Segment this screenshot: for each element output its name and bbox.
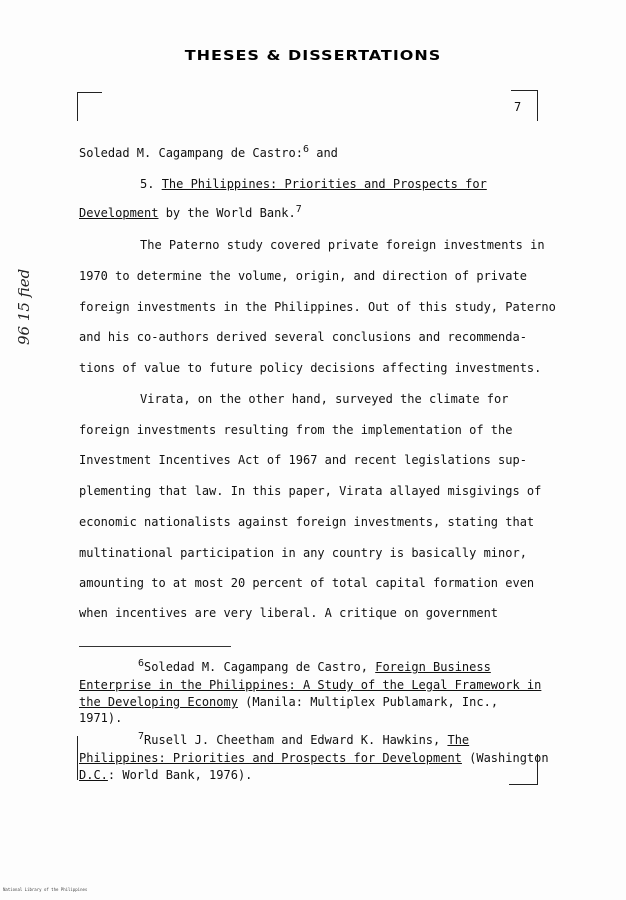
footnote-ref-6: 6 — [302, 144, 309, 155]
paragraph-2-line-3: Investment Incentives Act of 1967 and recent legislations sup- — [79, 453, 527, 467]
footnote-7-title-part-2: Philippines: Priorities and Prospects for Development — [79, 751, 462, 765]
paragraph-2-line-8: when incentives are very liberal. A critique on government — [79, 606, 499, 620]
footnote-7-line-3 — [79, 768, 252, 782]
paragraph-1-line-4: and his co-authors derived several conclusions and recommenda- — [79, 330, 527, 344]
body-line-1 — [79, 146, 338, 160]
footnote-7-line-1 — [138, 733, 469, 747]
footnote-7-publisher: : World Bank, 1976). — [107, 768, 253, 782]
paragraph-1-line-1: The Paterno study covered private foreign investments in — [140, 238, 545, 252]
world-bank-title-part-2: Development — [79, 206, 159, 220]
footnote-7-marker: 7 — [138, 731, 145, 742]
paragraph-1-line-2: 1970 to determine the volume, origin, and direction of private — [79, 269, 527, 283]
microfilm-footer-text: National Library of the Philippines — [3, 887, 88, 892]
footnote-6-title-part-1: Foreign Business — [375, 660, 491, 674]
crop-mark-bottom-right — [509, 754, 538, 785]
footnote-separator — [79, 646, 231, 647]
paragraph-2-line-7: amounting to at most 20 percent of total capital formation even — [79, 576, 535, 590]
world-bank-title-part-1: The Philippines: Priorities and Prospects for — [161, 177, 487, 191]
paragraph-2-line-2: foreign investments resulting from the implementation of the — [79, 423, 513, 437]
footnote-7-title-part-1: The — [447, 733, 470, 747]
margin-note-text: 96 15 fied — [15, 268, 33, 345]
footnote-6-line-4: 1971). — [79, 711, 123, 725]
footnote-6-title-part-3: the Developing Economy — [79, 695, 238, 709]
paragraph-2-line-6: multinational participation in any country is basically minor, — [79, 546, 527, 560]
footnote-7-place: (Washington — [461, 751, 549, 765]
footnote-ref-7: 7 — [295, 204, 302, 215]
footnote-6-line-3 — [79, 695, 498, 709]
paragraph-1-line-3: foreign investments in the Philippines. Out of this study, Paterno — [79, 300, 556, 314]
crop-mark-top-left — [77, 92, 102, 121]
footnote-7-title-part-3: D.C. — [79, 768, 108, 782]
paragraph-2-line-1: Virata, on the other hand, surveyed the climate for — [140, 392, 509, 406]
footnote-6-author: Soledad M. Cagampang de Castro, — [144, 660, 376, 674]
footnote-6-line-2 — [79, 678, 541, 692]
page-number: 7 — [514, 100, 522, 114]
body-line-3 — [79, 206, 302, 220]
list-item-number: 5. — [140, 177, 162, 191]
footnote-7-authors: Rusell J. Cheetham and Edward K. Hawkins, — [144, 733, 448, 747]
paragraph-1-line-5: tions of value to future policy decisions affecting investments. — [79, 361, 542, 375]
body-line-2 — [140, 177, 487, 191]
footnote-7-line-2 — [79, 751, 549, 765]
paragraph-2-line-5: economic nationalists against foreign investments, stating that — [79, 515, 535, 529]
crop-mark-bottom-left — [77, 736, 86, 780]
body-line-1-text: Soledad M. Cagampang de Castro: — [79, 146, 303, 160]
body-line-1-end: and — [309, 146, 338, 160]
footnote-6-publisher: (Manila: Multiplex Publamark, Inc., — [237, 695, 499, 709]
footnote-6-marker: 6 — [138, 658, 145, 669]
paragraph-2-line-4: plementing that law. In this paper, Virata allayed misgivings of — [79, 484, 542, 498]
theses-dissertations-stamp: THESES & DISSERTATIONS — [184, 47, 442, 64]
footnote-6-line-1 — [138, 660, 491, 674]
body-line-3-rest: by the World Bank. — [158, 206, 296, 220]
footnote-6-title-part-2: Enterprise in the Philippines: A Study of the Legal Framework in — [79, 678, 542, 692]
